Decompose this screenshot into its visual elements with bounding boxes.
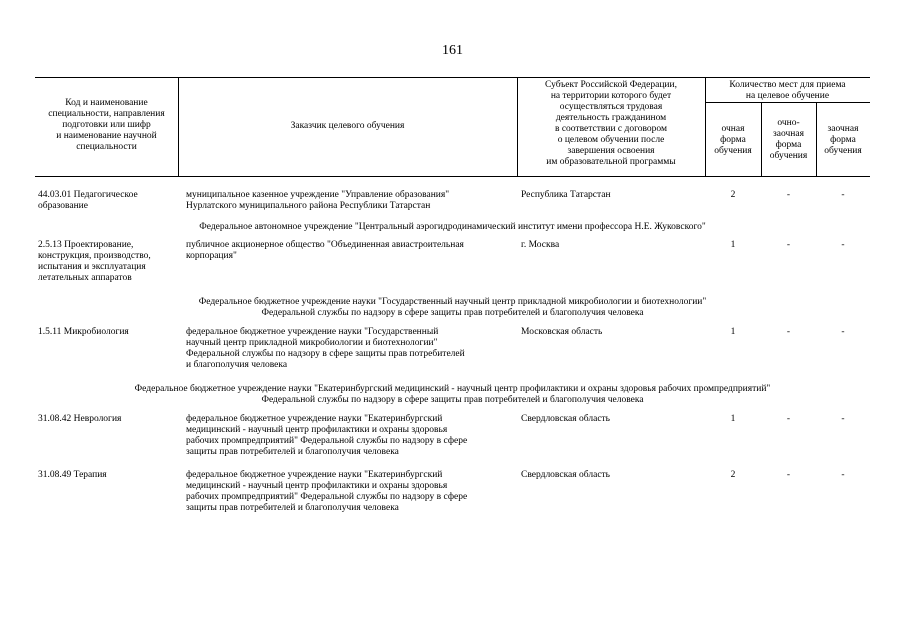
table-row-customer: федеральное бюджетное учреждение науки "Екатеринбургский медицинский - научный центр профилактики и охраны здоровья рабочих промпредприятий" Федеральной службы по надзору в сфере защиты прав потребителей и благополучия человека [186,470,468,513]
table-row-full-time: 2 [730,190,736,200]
table-row-customer: федеральное бюджетное учреждение науки "Государственный научный центр прикладной микробиологии и биотехнологии" Федеральной службы по надзору в сфере защиты прав потребителей и благополучия человека [186,327,465,370]
table-row-region: г. Москва [521,240,560,250]
table-row-full-time: 1 [730,414,736,424]
table-row-extramural: - [841,327,845,337]
table-row-extramural: - [841,470,845,480]
table-row-part-time: - [786,327,791,337]
page-number: 161 [442,43,463,58]
header-extramural: заочная форма обучения [824,124,862,156]
table-row-full-time: 1 [730,240,736,250]
header-customer: Заказчик целевого обучения [290,121,405,131]
table-row-part-time: - [786,470,791,480]
table-row-part-time: - [786,190,791,200]
header-specialty: Код и наименование специальности, направления подготовки или шифр и наименование научной специальности [48,98,165,152]
table-row-extramural: - [841,190,845,200]
table-row-specialty: 2.5.13 Проектирование, конструкция, производство, испытания и эксплуатация летательных аппаратов [38,240,151,283]
table-row-specialty: 44.03.01 Педагогическое образование [38,190,138,211]
table-row-part-time: - [786,240,791,250]
table-row-extramural: - [841,240,845,250]
table-row-region: Свердловская область [521,414,611,424]
table-top-border [35,77,870,78]
group-title: Федеральное автономное учреждение "Центральный аэрогидродинамический институт имени профессора Н.Е. Жуковского" [199,222,706,232]
quota-subheader-border [705,102,870,103]
group-title: Федеральное бюджетное учреждение науки "Государственный научный центр прикладной микробиологии и биотехнологии" Федеральной службы по надзору в сфере защиты прав потребителей и благополучия человека [198,297,707,318]
header-region: Субъект Российской Федерации, на территории которого будет осуществляться трудовая деятельность гражданином в соответствии с договором о целевом обучении после завершения освоения им образовательной программы [545,80,677,167]
group-title: Федеральное бюджетное учреждение науки "Екатеринбургский медицинский - научный центр профилактики и охраны здоровья рабочих промпредприятий" Федеральной службы по надзору в сфере защиты прав потребителей и благополучия человека [134,384,771,405]
table-header-bottom-border [35,176,870,177]
table-row-region: Московская область [521,327,603,337]
table-row-customer: федеральное бюджетное учреждение науки "Екатеринбургский медицинский - научный центр профилактики и охраны здоровья рабочих промпредприятий" Федеральной службы по надзору в сфере защиты прав потребителей и благополучия человека [186,414,468,457]
table-row-part-time: - [786,414,791,424]
table-row-specialty: 1.5.11 Микробиология [38,327,129,337]
header-full-time: очная форма обучения [714,124,752,156]
table-row-full-time: 1 [730,327,736,337]
table-row-customer: публичное акционерное общество "Объединенная авиастроительная корпорация" [186,240,464,261]
table-row-specialty: 31.08.49 Терапия [38,470,107,480]
header-part-time: очно- заочная форма обучения [769,118,808,161]
table-row-customer: муниципальное казенное учреждение "Управление образования" Нурлатского муниципального района Республики Татарстан [186,190,450,211]
table-row-specialty: 31.08.42 Неврология [38,414,122,424]
table-row-full-time: 2 [730,470,736,480]
table-row-region: Свердловская область [521,470,611,480]
header-quota: Количество мест для приема на целевое обучение [729,80,846,101]
table-row-region: Республика Татарстан [521,190,611,200]
table-row-extramural: - [841,414,845,424]
